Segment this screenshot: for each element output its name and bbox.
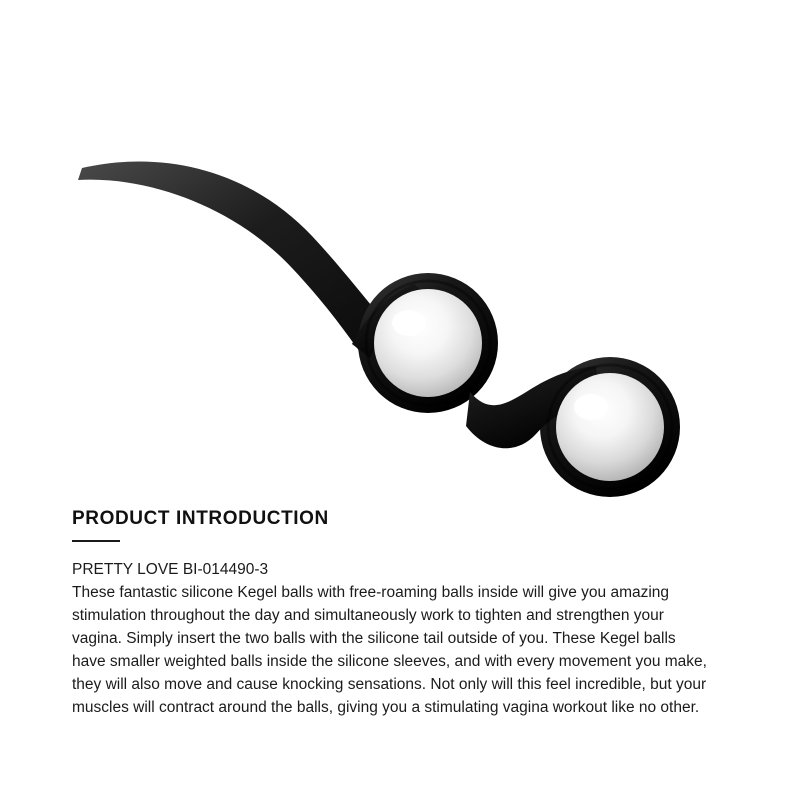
product-description: These fantastic silicone Kegel balls with free-roaming balls inside will give you amazing stimulation throughout the day and simultaneously work to tighten and strengthen your vagina. Simply insert the two balls with the silicone tail outside of you. These Kegel balls have smaller weighted balls inside the silicone sleeves, and with every movement you make, they will also move and cause knocking sensations. Not only will this feel incredible, but your muscles will contract around the balls, giving you a stimulating vagina workout like no other. [72,584,707,716]
product-model: PRETTY LOVE BI-014490-3 [72,561,269,578]
page-title: PRODUCT INTRODUCTION [72,508,329,529]
inner-balls [374,289,664,481]
product-introduction-section [72,508,744,719]
title-divider [72,540,120,542]
